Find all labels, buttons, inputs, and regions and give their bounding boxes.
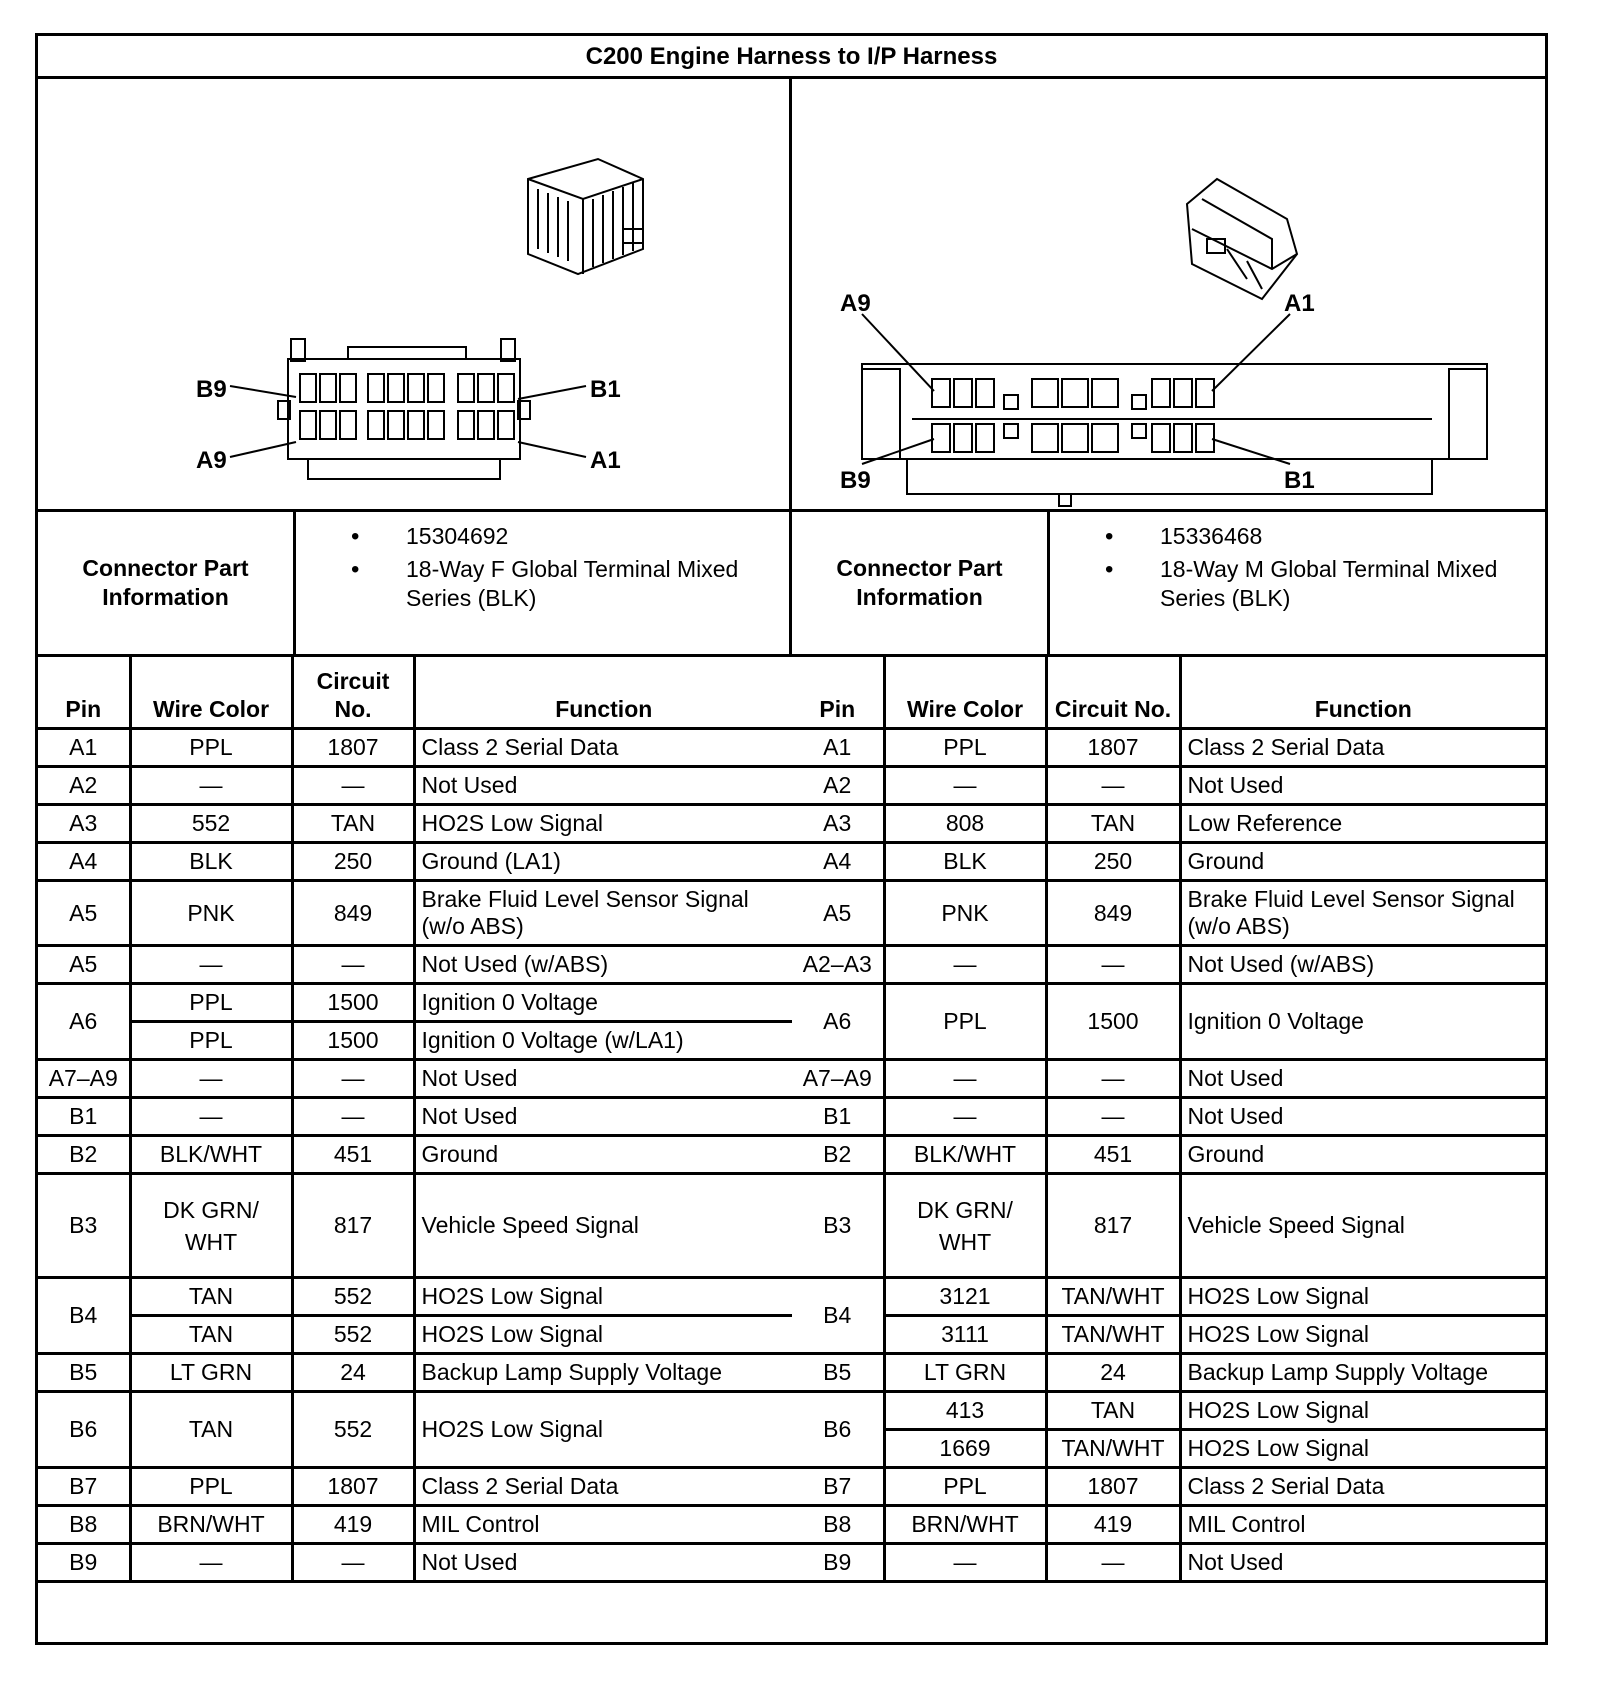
table-row [792,881,1545,946]
connector-sheet [35,33,1548,1645]
wire-color-cell: LT GRN [130,1354,292,1392]
function-cell: Ignition 0 Voltage (w/LA1) [414,1022,792,1060]
wire-color-cell: PNK [130,881,292,946]
pin-cell: B8 [792,1506,884,1544]
right-connector-diagram [792,79,1545,509]
right-header-wire-color: Wire Color [884,656,1046,729]
left-pin-table [38,654,792,1583]
table-row [792,1354,1545,1392]
function-cell: MIL Control [1180,1506,1545,1544]
pin-cell: A4 [38,843,130,881]
pin-cell: B5 [38,1354,130,1392]
pin-cell: A1 [38,729,130,767]
right-part-number: • 15336468 [1050,522,1537,551]
pin-cell: B2 [38,1136,130,1174]
pin-cell: A5 [38,946,130,984]
right-part-description: • 18-Way M Global Terminal Mixed Series (BLK) [1050,555,1537,613]
circuit-cell: 451 [292,1136,414,1174]
right-connector-face [862,364,1487,506]
function-cell: Not Used [1180,1544,1545,1582]
circuit-cell: — [292,1098,414,1136]
pin-cell: B7 [38,1468,130,1506]
pin-cell: A4 [792,843,884,881]
wire-color-cell: — [884,767,1046,805]
left-label-b9: B9 [196,376,227,403]
circuit-cell: 817 [1046,1174,1180,1278]
pin-cell: A7–A9 [38,1060,130,1098]
function-cell: MIL Control [414,1506,792,1544]
left-connector-info-label: Connector Part Information [38,512,296,654]
circuit-cell: 552 [292,1392,414,1468]
pin-cell: A3 [792,805,884,843]
right-label-a1: A1 [1284,290,1315,317]
wire-color-cell: BLK/WHT [130,1136,292,1174]
pin-cell: B2 [792,1136,884,1174]
pin-cell: B6 [38,1392,130,1468]
table-row [792,1544,1545,1582]
table-row [792,984,1545,1060]
function-cell: Ground (LA1) [414,843,792,881]
table-row [38,984,792,1022]
right-connector-info [792,509,1545,654]
function-cell: Brake Fluid Level Sensor Signal (w/o ABS) [1180,881,1545,946]
wire-color-cell: 3111 [884,1316,1046,1354]
circuit-cell: 250 [292,843,414,881]
circuit-cell: 1807 [292,729,414,767]
left-connector-face [278,339,530,479]
circuit-cell: TAN [1046,805,1180,843]
table-row [38,1392,792,1468]
table-row [38,1506,792,1544]
pin-cell: B3 [792,1174,884,1278]
function-cell: Class 2 Serial Data [1180,729,1545,767]
table-row [38,946,792,984]
left-header-pin: Pin [38,656,130,729]
table-row [38,843,792,881]
function-cell: Ignition 0 Voltage [414,984,792,1022]
circuit-cell: — [292,946,414,984]
left-header-function: Function [414,656,792,729]
circuit-cell: TAN/WHT [1046,1430,1180,1468]
wire-color-cell: — [884,1544,1046,1582]
function-cell: Class 2 Serial Data [414,729,792,767]
table-row [792,1136,1545,1174]
right-connector-info-list [1050,522,1537,617]
function-cell: HO2S Low Signal [1180,1316,1545,1354]
right-label-b9: B9 [840,467,871,494]
circuit-cell: 1807 [292,1468,414,1506]
circuit-cell: 552 [292,1316,414,1354]
table-row [792,1430,1545,1468]
pin-cell: B4 [38,1278,130,1354]
table-row [792,767,1545,805]
circuit-cell: 1807 [1046,729,1180,767]
right-connector-info-label: Connector Part Information [792,512,1050,654]
pin-cell: B4 [792,1278,884,1354]
circuit-cell: — [1046,1544,1180,1582]
wire-color-cell: — [884,1098,1046,1136]
pin-cell: B8 [38,1506,130,1544]
table-row [792,1392,1545,1430]
left-label-b1: B1 [590,376,621,403]
circuit-cell: TAN/WHT [1046,1316,1180,1354]
table-row [792,843,1545,881]
circuit-cell: 1500 [292,1022,414,1060]
left-part-number: • 15304692 [296,522,781,551]
wire-color-cell: 413 [884,1392,1046,1430]
wire-color-cell: TAN [130,1316,292,1354]
wire-color-cell: — [130,1544,292,1582]
pin-cell: A1 [792,729,884,767]
circuit-cell: 24 [1046,1354,1180,1392]
circuit-cell: 419 [292,1506,414,1544]
table-row [38,1544,792,1582]
function-cell: Class 2 Serial Data [1180,1468,1545,1506]
circuit-cell: 24 [292,1354,414,1392]
left-label-a9: A9 [196,447,227,474]
right-cavities-top [932,379,1214,409]
right-header-circuit: Circuit No. [1046,656,1180,729]
function-cell: HO2S Low Signal [414,1316,792,1354]
function-cell: Not Used [1180,1060,1545,1098]
pin-cell: B5 [792,1354,884,1392]
wire-color-cell: PPL [884,984,1046,1060]
pin-cell: A7–A9 [792,1060,884,1098]
function-cell: Brake Fluid Level Sensor Signal (w/o ABS) [414,881,792,946]
wire-color-cell: PPL [130,1468,292,1506]
left-cavities-top [300,374,514,402]
circuit-cell: — [1046,946,1180,984]
table-row [38,729,792,767]
wire-color-cell: — [130,767,292,805]
wire-color-cell: BLK [130,843,292,881]
function-cell: Vehicle Speed Signal [414,1174,792,1278]
right-connector-drawing [792,79,1545,509]
pin-cell: A6 [792,984,884,1060]
left-part-description: • 18-Way F Global Terminal Mixed Series (BLK) [296,555,781,613]
table-row [792,1060,1545,1098]
left-header-circuit: Circuit No. [292,656,414,729]
right-cavities-bottom [932,424,1214,452]
circuit-cell: — [1046,1098,1180,1136]
circuit-cell: 849 [1046,881,1180,946]
left-connector-diagram [38,79,792,509]
table-row [792,1468,1545,1506]
wire-color-cell: — [130,1098,292,1136]
function-cell: Not Used [414,767,792,805]
table-row [38,1354,792,1392]
table-row [792,1174,1545,1278]
function-cell: Not Used [414,1060,792,1098]
function-cell: HO2S Low Signal [1180,1430,1545,1468]
wire-color-cell: TAN [130,1392,292,1468]
pin-cell: A3 [38,805,130,843]
right-pin-table [792,654,1545,1583]
pin-cell: A2–A3 [792,946,884,984]
circuit-cell: — [292,1544,414,1582]
circuit-cell: 419 [1046,1506,1180,1544]
pin-cell: B6 [792,1392,884,1468]
table-row [792,1098,1545,1136]
function-cell: Ignition 0 Voltage [1180,984,1545,1060]
circuit-cell: 250 [1046,843,1180,881]
circuit-cell: — [292,1060,414,1098]
left-connector-drawing [38,79,789,509]
function-cell: Ground [414,1136,792,1174]
function-cell: HO2S Low Signal [414,805,792,843]
function-cell: Ground [1180,843,1545,881]
function-cell: Not Used (w/ABS) [1180,946,1545,984]
table-row [38,805,792,843]
table-row [792,1506,1545,1544]
circuit-cell: TAN [1046,1392,1180,1430]
circuit-cell: — [1046,1060,1180,1098]
wire-color-cell: 808 [884,805,1046,843]
table-row [38,767,792,805]
circuit-cell: 849 [292,881,414,946]
pin-cell: A2 [38,767,130,805]
page-title: C200 Engine Harness to I/P Harness [38,36,1545,79]
function-cell: HO2S Low Signal [1180,1392,1545,1430]
left-connector-3d-icon [528,159,643,274]
right-label-a9: A9 [840,290,871,317]
function-cell: HO2S Low Signal [414,1392,792,1468]
function-cell: Not Used (w/ABS) [414,946,792,984]
circuit-cell: 1500 [292,984,414,1022]
wire-color-cell: LT GRN [884,1354,1046,1392]
wire-color-cell: PNK [884,881,1046,946]
wire-color-cell: BRN/WHT [130,1506,292,1544]
table-row [792,1316,1545,1354]
table-row [38,1278,792,1316]
table-row [792,805,1545,843]
left-connector-info [38,509,792,654]
wire-color-cell: PPL [130,984,292,1022]
function-cell: Not Used [1180,767,1545,805]
circuit-cell: — [1046,767,1180,805]
pin-cell: B3 [38,1174,130,1278]
function-cell: Backup Lamp Supply Voltage [414,1354,792,1392]
table-row [38,1468,792,1506]
right-label-b1: B1 [1284,467,1315,494]
wire-color-cell: PPL [884,729,1046,767]
table-row [38,1098,792,1136]
table-row [792,1278,1545,1316]
circuit-cell: TAN [292,805,414,843]
table-row [38,1316,792,1354]
table-row [38,881,792,946]
wire-color-cell: PPL [884,1468,1046,1506]
function-cell: Not Used [414,1544,792,1582]
function-cell: Backup Lamp Supply Voltage [1180,1354,1545,1392]
pin-cell: B9 [38,1544,130,1582]
left-header-wire-color: Wire Color [130,656,292,729]
wire-color-cell: PPL [130,1022,292,1060]
table-row [38,1174,792,1278]
function-cell: Ground [1180,1136,1545,1174]
wire-color-cell: 1669 [884,1430,1046,1468]
table-row [792,946,1545,984]
pin-cell: B9 [792,1544,884,1582]
right-connector-3d-icon [1187,179,1297,299]
circuit-cell: 1500 [1046,984,1180,1060]
wire-color-cell: DK GRN/ WHT [884,1174,1046,1278]
right-header-pin: Pin [792,656,884,729]
function-cell: Low Reference [1180,805,1545,843]
pin-cell: A5 [38,881,130,946]
pin-cell: B1 [792,1098,884,1136]
left-connector-info-list [296,522,781,617]
wire-color-cell: PPL [130,729,292,767]
pin-cell: B7 [792,1468,884,1506]
function-cell: Not Used [1180,1098,1545,1136]
wire-color-cell: — [130,946,292,984]
wire-color-cell: 552 [130,805,292,843]
circuit-cell: 451 [1046,1136,1180,1174]
wire-color-cell: — [884,946,1046,984]
table-row [38,1060,792,1098]
pin-cell: A5 [792,881,884,946]
pin-cell: A6 [38,984,130,1060]
function-cell: Not Used [414,1098,792,1136]
table-row [38,1136,792,1174]
table-row [792,729,1545,767]
function-cell: HO2S Low Signal [414,1278,792,1316]
wire-color-cell: BLK [884,843,1046,881]
wire-color-cell: 3121 [884,1278,1046,1316]
wire-color-cell: BRN/WHT [884,1506,1046,1544]
wire-color-cell: DK GRN/ WHT [130,1174,292,1278]
right-leader-lines [862,314,1290,464]
circuit-cell: 552 [292,1278,414,1316]
wire-color-cell: BLK/WHT [884,1136,1046,1174]
wire-color-cell: TAN [130,1278,292,1316]
pin-cell: B1 [38,1098,130,1136]
left-label-a1: A1 [590,447,621,474]
circuit-cell: 1807 [1046,1468,1180,1506]
function-cell: Vehicle Speed Signal [1180,1174,1545,1278]
wire-color-cell: — [884,1060,1046,1098]
function-cell: HO2S Low Signal [1180,1278,1545,1316]
left-cavities-bottom [300,411,514,439]
function-cell: Class 2 Serial Data [414,1468,792,1506]
circuit-cell: — [292,767,414,805]
right-header-function: Function [1180,656,1545,729]
circuit-cell: 817 [292,1174,414,1278]
table-row [38,1022,792,1060]
pin-cell: A2 [792,767,884,805]
circuit-cell: TAN/WHT [1046,1278,1180,1316]
wire-color-cell: — [130,1060,292,1098]
